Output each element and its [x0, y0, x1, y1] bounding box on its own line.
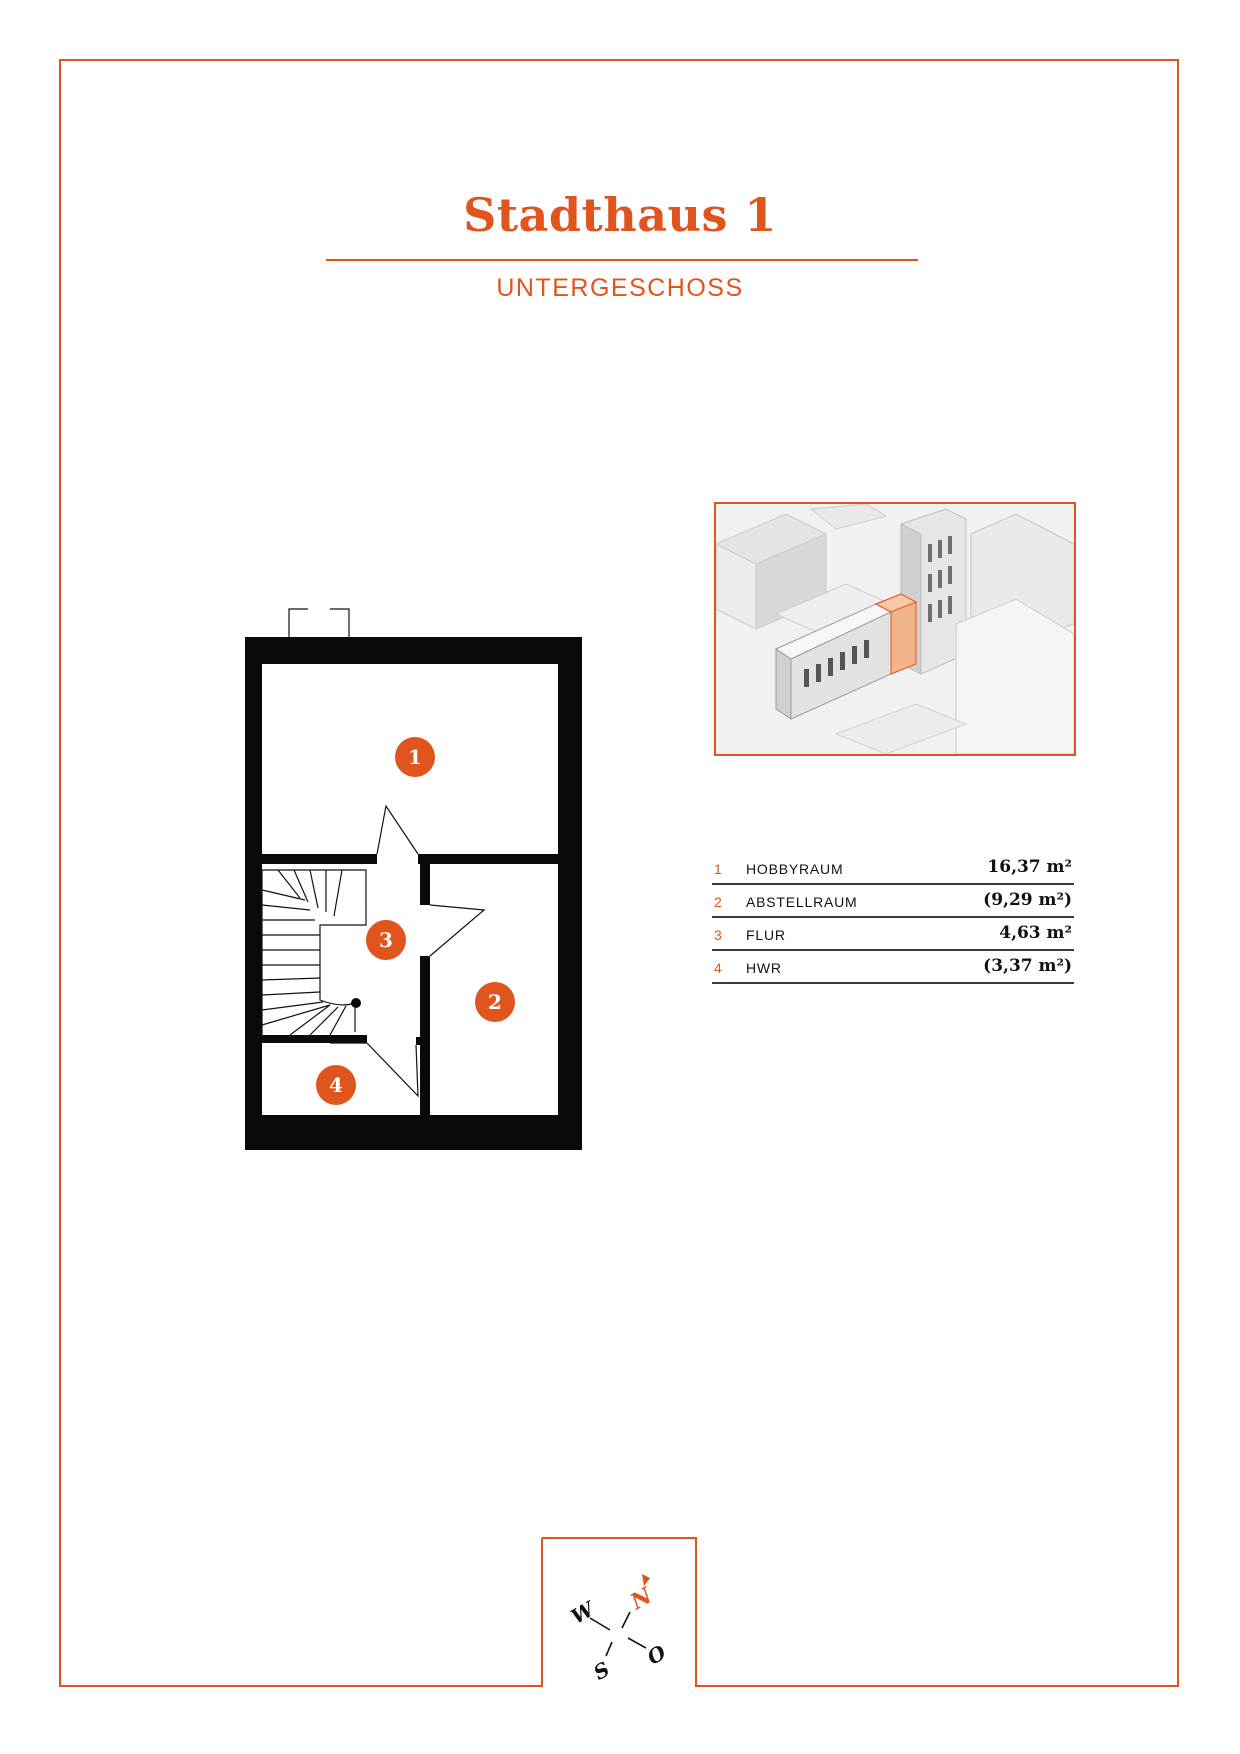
table-row: [712, 885, 1074, 918]
room-marker-4: [316, 1065, 356, 1105]
floor-plan: [230, 600, 610, 1170]
compass-north: N: [626, 1582, 657, 1616]
svg-text:4: 4: [329, 1073, 343, 1097]
room-number: 2: [714, 894, 722, 910]
stair-post: [351, 998, 361, 1008]
svg-text:1: 1: [408, 745, 422, 769]
room-area: 4,63 m²: [999, 923, 1072, 943]
room-name: FLUR: [746, 927, 786, 943]
room-number: 3: [714, 927, 722, 943]
compass-east: O: [642, 1640, 671, 1670]
wall-partition: [262, 854, 377, 864]
room-area: 16,37 m²: [987, 857, 1072, 877]
light-well: [289, 609, 349, 637]
compass-icon: [542, 1538, 696, 1686]
floor-subtitle: UNTERGESCHOSS: [496, 274, 744, 302]
staircase: [262, 870, 366, 1035]
door-swing-lines: [377, 806, 418, 854]
location-render-image: [714, 502, 1076, 756]
room-name: HOBBYRAUM: [746, 861, 844, 877]
room-name: ABSTELLRAUM: [746, 894, 858, 910]
room-area: (9,29 m²): [983, 890, 1072, 910]
room-area-table: [712, 852, 1074, 984]
room-marker-1: [395, 737, 435, 777]
table-row: [712, 951, 1074, 984]
compass-west: W: [566, 1596, 599, 1629]
room-number: 4: [714, 960, 722, 976]
room-marker-3: [366, 920, 406, 960]
svg-text:3: 3: [379, 928, 393, 952]
compass-south: S: [589, 1656, 614, 1685]
room-number: 1: [714, 861, 722, 877]
outer-walls: [245, 637, 582, 1150]
room-name: HWR: [746, 960, 782, 976]
svg-text:2: 2: [488, 990, 502, 1014]
room-marker-2: [475, 982, 515, 1022]
room-area: (3,37 m²): [983, 956, 1072, 976]
title-divider: [326, 259, 918, 261]
table-row: [712, 852, 1074, 885]
page-title: Stadthaus 1: [463, 188, 777, 242]
table-row: [712, 918, 1074, 951]
